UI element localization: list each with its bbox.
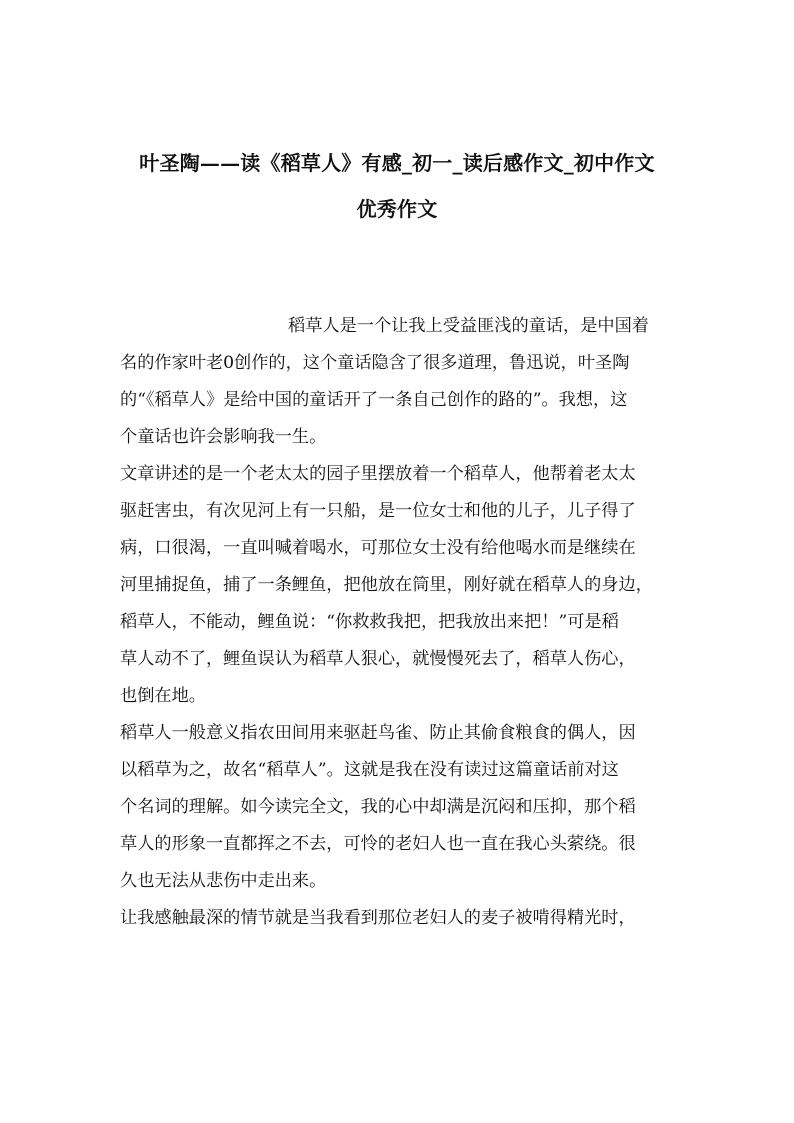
paragraph-2-line-6: 草人动不了，鲤鱼误认为稻草人狠心，就慢慢死去了，稻草人伤心， [120, 649, 636, 669]
paragraph-1-line-1: 稻草人是一个让我上受益匪浅的童话，是中国着 [288, 316, 649, 336]
paragraph-1-line-2: 名的作家叶老0创作的，这个童话隐含了很多道理，鲁迅说，叶圣陶 [120, 353, 630, 373]
paragraph-2-line-1: 文章讲述的是一个老太太的园子里摆放着一个稻草人，他帮着老太太 [120, 464, 636, 484]
paragraph-3-line-3: 个名词的理解。如今读完全文，我的心中却满是沉闷和压抑，那个稻 [120, 797, 636, 817]
title-line-1: 叶圣陶——读《稻草人》有感_初一_读后感作文_初中作文 [139, 151, 655, 175]
paragraph-2-line-4: 河里捕捉鱼，捕了一条鲤鱼，把他放在筒里，刚好就在稻草人的身边， [120, 575, 653, 595]
paragraph-2 [120, 456, 676, 715]
document-body [120, 308, 676, 937]
title-line-2: 优秀作文 [356, 197, 438, 221]
paragraph-2-line-2: 驱赶害虫，有次见河上有一只船，是一位女士和他的儿子，儿子得了 [120, 501, 636, 521]
paragraph-1-line-4: 个童话也许会影响我一生。 [120, 427, 327, 447]
paragraph-3-line-4: 草人的形象一直都挥之不去，可怜的老妇人也一直在我心头萦绕。很 [120, 834, 636, 854]
paragraph-1 [120, 308, 676, 456]
paragraph-3-line-2: 以稻草为之，故名“稻草人”。这就是我在没有读过这篇童话前对这 [120, 760, 619, 780]
paragraph-1-line-3: 的“《稻草人》是给中国的童话开了一条自己创作的路的”。我想，这 [120, 390, 628, 410]
document-title [80, 140, 714, 232]
paragraph-2-line-7: 也倒在地。 [120, 686, 206, 706]
paragraph-2-line-3: 病，口很渴，一直叫喊着喝水，可那位女士没有给他喝水而是继续在 [120, 538, 636, 558]
paragraph-4-line-1: 让我感触最深的情节就是当我看到那位老妇人的麦子被啃得精光时， [120, 908, 636, 928]
paragraph-4 [120, 900, 676, 937]
paragraph-3-line-1: 稻草人一般意义指农田间用来驱赶鸟雀、防止其偷食粮食的偶人，因 [120, 723, 636, 743]
paragraph-3 [120, 715, 676, 900]
paragraph-3-line-5: 久也无法从悲伤中走出来。 [120, 871, 327, 891]
paragraph-2-line-5: 稻草人，不能动，鲤鱼说：“你救救我把，把我放出来把！”可是稻 [120, 612, 619, 632]
